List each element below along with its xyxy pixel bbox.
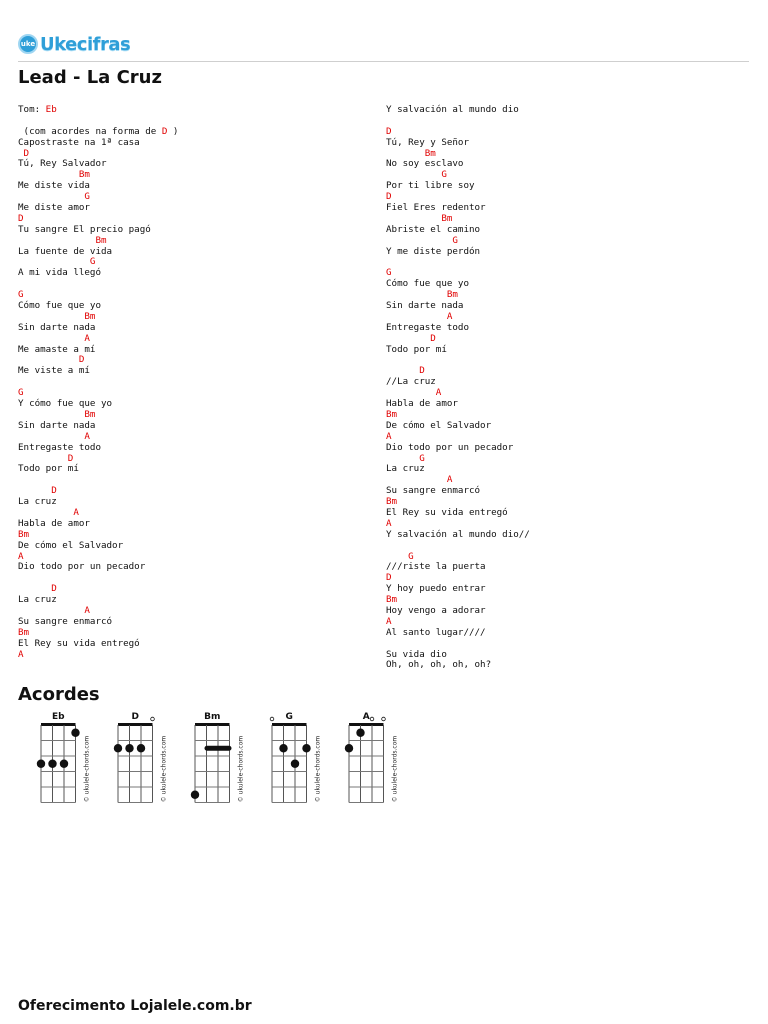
lyric-text: //La cruz xyxy=(386,376,436,388)
chord-name: D xyxy=(131,712,139,722)
lyric-text xyxy=(18,431,84,442)
lyric-text: Tom: xyxy=(18,104,46,115)
lyric-text xyxy=(18,169,79,180)
header-divider xyxy=(18,61,749,62)
song-line xyxy=(386,247,530,258)
lyric-text xyxy=(18,605,84,616)
song-line xyxy=(386,508,530,519)
chord-label[interactable]: A xyxy=(73,506,79,518)
finger-dot xyxy=(71,729,79,737)
chord-label[interactable]: A xyxy=(446,474,453,486)
nut xyxy=(195,723,230,726)
lyric-text: Habla de amor xyxy=(386,398,458,410)
lyric-text: Me diste vida xyxy=(18,180,90,192)
song-line xyxy=(18,366,178,377)
finger-dot xyxy=(302,744,310,752)
song-line xyxy=(386,116,530,127)
song-line xyxy=(386,257,530,268)
finger-dot xyxy=(48,760,56,768)
finger-dot xyxy=(356,729,364,737)
song-line xyxy=(18,464,178,475)
lyric-text: Y hoy puedo entrar xyxy=(386,583,486,595)
lyric-text xyxy=(18,453,68,464)
lyric-text: Al santo lugar//// xyxy=(386,626,486,638)
finger-dot xyxy=(114,744,122,752)
chord-label[interactable]: G xyxy=(89,256,96,268)
chord-diagram-eb xyxy=(37,712,91,803)
chord-label[interactable]: A xyxy=(18,550,24,562)
chord-label[interactable]: Bm xyxy=(386,496,398,508)
lyric-text: Fiel Eres redentor xyxy=(386,202,486,214)
barre xyxy=(205,746,232,751)
nut xyxy=(349,723,384,726)
lyric-text xyxy=(386,311,447,322)
chord-label[interactable]: A xyxy=(386,615,392,627)
song-line xyxy=(18,279,178,290)
chord-label[interactable]: G xyxy=(419,452,425,464)
chord-label[interactable]: Bm xyxy=(386,408,398,420)
lyric-text xyxy=(18,256,90,267)
lyric-text: Todo por mí xyxy=(386,343,447,355)
lyric-text: Tú, Rey y Señor xyxy=(386,136,469,148)
lyric-text: Dio todo por un pecador xyxy=(18,561,146,573)
song-lyrics-left-column xyxy=(18,105,178,660)
lyric-text: De cómo el Salvador xyxy=(18,539,124,551)
song-title: Lead - La Cruz xyxy=(18,67,162,88)
lyric-text: Sin darte nada xyxy=(18,321,96,333)
chord-label[interactable]: G xyxy=(441,169,447,181)
song-line xyxy=(18,519,178,530)
finger-dot xyxy=(279,744,287,752)
lyric-text xyxy=(386,365,419,376)
chord-label[interactable]: Bm xyxy=(18,528,30,540)
lyric-text: Oh, oh, oh, oh, oh? xyxy=(386,659,492,671)
lyric-text: Abriste el camino xyxy=(386,223,481,235)
song-line xyxy=(386,486,530,497)
chord-name: A xyxy=(362,712,370,722)
lyric-text xyxy=(386,474,447,485)
song-lyrics-right-column xyxy=(386,105,530,671)
lyric-text: El Rey su vida entregó xyxy=(18,637,140,649)
open-string-marker xyxy=(151,717,155,721)
chord-name: Bm xyxy=(204,712,221,722)
ukulele-chords-watermark: © ukulele-chords.com xyxy=(83,735,91,803)
finger-dot xyxy=(291,760,299,768)
chord-diagram-g xyxy=(270,712,321,803)
nut xyxy=(118,723,153,726)
lyric-text xyxy=(18,507,73,518)
lyric-text: La fuente de vida xyxy=(18,245,113,257)
chord-label[interactable]: A xyxy=(386,430,392,442)
finger-dot xyxy=(37,760,45,768)
chord-label[interactable]: D xyxy=(430,332,436,344)
chord-label[interactable]: A xyxy=(386,517,392,529)
chord-label[interactable]: A xyxy=(84,430,90,442)
song-line xyxy=(18,203,178,214)
chord-diagram-d xyxy=(114,712,168,803)
song-line xyxy=(18,617,178,628)
lyric-text: (com acordes na forma de xyxy=(18,125,162,137)
lyric-text: Su sangre enmarcó xyxy=(18,615,113,627)
chord-diagrams xyxy=(0,708,768,812)
chord-label[interactable]: D xyxy=(67,452,74,464)
lyric-text: Y me diste perdón xyxy=(386,245,481,257)
open-string-marker xyxy=(370,717,374,721)
lyric-text: La cruz xyxy=(18,496,57,508)
chord-label[interactable]: A xyxy=(84,604,90,616)
song-line xyxy=(18,541,178,552)
lyric-text: Y salvación al mundo dio// xyxy=(386,528,530,540)
lyric-text: Dio todo por un pecador xyxy=(386,441,514,453)
lyric-text: Su vida dio xyxy=(386,648,447,660)
chord-label[interactable]: G xyxy=(18,387,24,399)
song-line xyxy=(386,562,530,573)
finger-dot xyxy=(60,760,68,768)
lyric-text: Tú, Rey Salvador xyxy=(18,158,107,170)
lyric-text: ///riste la puerta xyxy=(386,561,486,573)
lyric-text xyxy=(386,169,441,180)
song-line xyxy=(386,628,530,639)
song-line xyxy=(386,606,530,617)
lyric-text: Me viste a mí xyxy=(18,365,90,377)
lyric-text xyxy=(18,583,51,594)
lyric-text xyxy=(18,485,51,496)
song-line xyxy=(386,345,530,356)
lyric-text: Y cómo fue que yo xyxy=(18,398,113,410)
chord-label[interactable]: D xyxy=(386,572,392,584)
song-line xyxy=(386,584,530,595)
chord-label[interactable]: A xyxy=(18,648,24,660)
chord-label[interactable]: A xyxy=(446,310,453,322)
chord-label[interactable]: D xyxy=(23,147,30,159)
chord-label[interactable]: G xyxy=(18,289,24,301)
chord-label[interactable]: D xyxy=(78,354,85,366)
footer-sponsor: Oferecimento Lojalele.com.br xyxy=(18,998,252,1014)
chord-label[interactable]: Bm xyxy=(95,234,107,246)
song-line xyxy=(386,421,530,432)
open-string-marker xyxy=(270,717,274,721)
chord-label[interactable]: G xyxy=(408,550,414,562)
lyric-text: Habla de amor xyxy=(18,517,90,529)
nut xyxy=(272,723,307,726)
song-line xyxy=(386,660,530,671)
lyric-text: Y salvación al mundo dio xyxy=(386,104,519,115)
chord-label[interactable]: D xyxy=(386,191,392,203)
lyric-text xyxy=(386,148,425,159)
ukulele-chords-watermark: © ukulele-chords.com xyxy=(314,735,322,803)
song-line xyxy=(18,639,178,650)
song-line xyxy=(386,530,530,541)
lyric-text xyxy=(386,235,452,246)
chord-label[interactable]: Bm xyxy=(78,169,90,181)
logo-text: Ukecifras xyxy=(40,33,131,55)
lyric-text: Me diste amor xyxy=(18,202,90,214)
chord-label[interactable]: Bm xyxy=(446,289,458,301)
chord-name: Eb xyxy=(51,712,65,722)
lyric-text: Cómo fue que yo xyxy=(18,300,101,312)
song-line xyxy=(386,399,530,410)
chord-label[interactable]: D xyxy=(419,365,425,377)
lyric-text: De cómo el Salvador xyxy=(386,419,492,431)
chord-label[interactable]: A xyxy=(84,332,90,344)
lyric-text: Me amaste a mí xyxy=(18,343,96,355)
chord-label[interactable]: D xyxy=(161,125,168,137)
chord-label[interactable]: G xyxy=(452,234,458,246)
chords-section-title: Acordes xyxy=(18,684,100,705)
lyric-text: Entregaste todo xyxy=(18,441,101,453)
chord-label[interactable]: Eb xyxy=(45,104,57,115)
song-line xyxy=(18,377,178,388)
lyric-text: Tu sangre El precio pagó xyxy=(18,223,151,235)
finger-dot xyxy=(125,744,133,752)
chord-diagram-a xyxy=(345,712,399,803)
lyric-text xyxy=(18,191,84,202)
chord-label[interactable]: D xyxy=(18,212,24,224)
lyric-text xyxy=(386,289,447,300)
ukulele-chords-watermark: © ukulele-chords.com xyxy=(237,735,245,803)
chord-diagram-bm xyxy=(191,712,245,803)
song-line xyxy=(386,105,530,116)
song-line xyxy=(386,181,530,192)
lyric-text xyxy=(386,453,419,464)
lyric-text: La cruz xyxy=(386,463,425,475)
chord-label[interactable]: D xyxy=(51,583,57,595)
lyric-text: No soy esclavo xyxy=(386,158,464,170)
ukulele-chords-watermark: © ukulele-chords.com xyxy=(391,735,399,803)
song-line xyxy=(18,650,178,661)
lyric-text: A mi vida llegó xyxy=(18,267,101,279)
chord-label[interactable]: D xyxy=(51,485,57,497)
lyric-text: Cómo fue que yo xyxy=(386,278,469,290)
lyric-text xyxy=(18,409,84,420)
lyric-text xyxy=(18,311,84,322)
nut xyxy=(41,723,76,726)
chord-label[interactable]: A xyxy=(435,387,442,399)
site-logo[interactable] xyxy=(18,33,130,55)
lyric-text: La cruz xyxy=(18,594,57,606)
chord-label[interactable]: Bm xyxy=(386,594,398,606)
lyric-text: El Rey su vida entregó xyxy=(386,506,508,518)
lyric-text: Todo por mí xyxy=(18,463,79,475)
chord-name: G xyxy=(285,712,293,722)
song-line xyxy=(18,105,178,116)
lyric-text: Capostraste na 1ª casa xyxy=(18,136,140,148)
lyric-text xyxy=(18,235,95,246)
lyric-text xyxy=(386,213,441,224)
lyric-text xyxy=(386,551,408,562)
chord-label[interactable]: Bm xyxy=(424,147,436,159)
finger-dot xyxy=(191,791,199,799)
lyric-text xyxy=(18,333,84,344)
finger-dot xyxy=(137,744,145,752)
lyric-text xyxy=(386,387,436,398)
chord-label[interactable]: G xyxy=(386,267,392,279)
ukulele-chords-watermark: © ukulele-chords.com xyxy=(160,735,168,803)
chord-label[interactable]: G xyxy=(84,191,90,203)
song-line xyxy=(18,268,178,279)
chord-label[interactable]: Bm xyxy=(84,310,96,322)
lyric-text: Su sangre enmarcó xyxy=(386,485,481,497)
open-string-marker xyxy=(382,717,386,721)
lyric-text: Sin darte nada xyxy=(386,300,464,312)
ukulele-logo-icon: uke xyxy=(18,34,38,54)
lyric-text: Entregaste todo xyxy=(386,321,469,333)
chord-label[interactable]: Bm xyxy=(18,626,30,638)
chord-label[interactable]: D xyxy=(386,125,392,137)
lyric-text: Sin darte nada xyxy=(18,419,96,431)
song-line xyxy=(18,138,178,149)
lyric-text xyxy=(18,354,79,365)
chord-label[interactable]: Bm xyxy=(441,212,453,224)
lyric-text: Por ti libre soy xyxy=(386,180,475,192)
chord-label[interactable]: Bm xyxy=(84,408,96,420)
lyric-text: Hoy vengo a adorar xyxy=(386,604,486,616)
finger-dot xyxy=(345,744,353,752)
song-line xyxy=(18,562,178,573)
lyric-text: ) xyxy=(167,125,179,137)
lyric-text xyxy=(386,333,430,344)
